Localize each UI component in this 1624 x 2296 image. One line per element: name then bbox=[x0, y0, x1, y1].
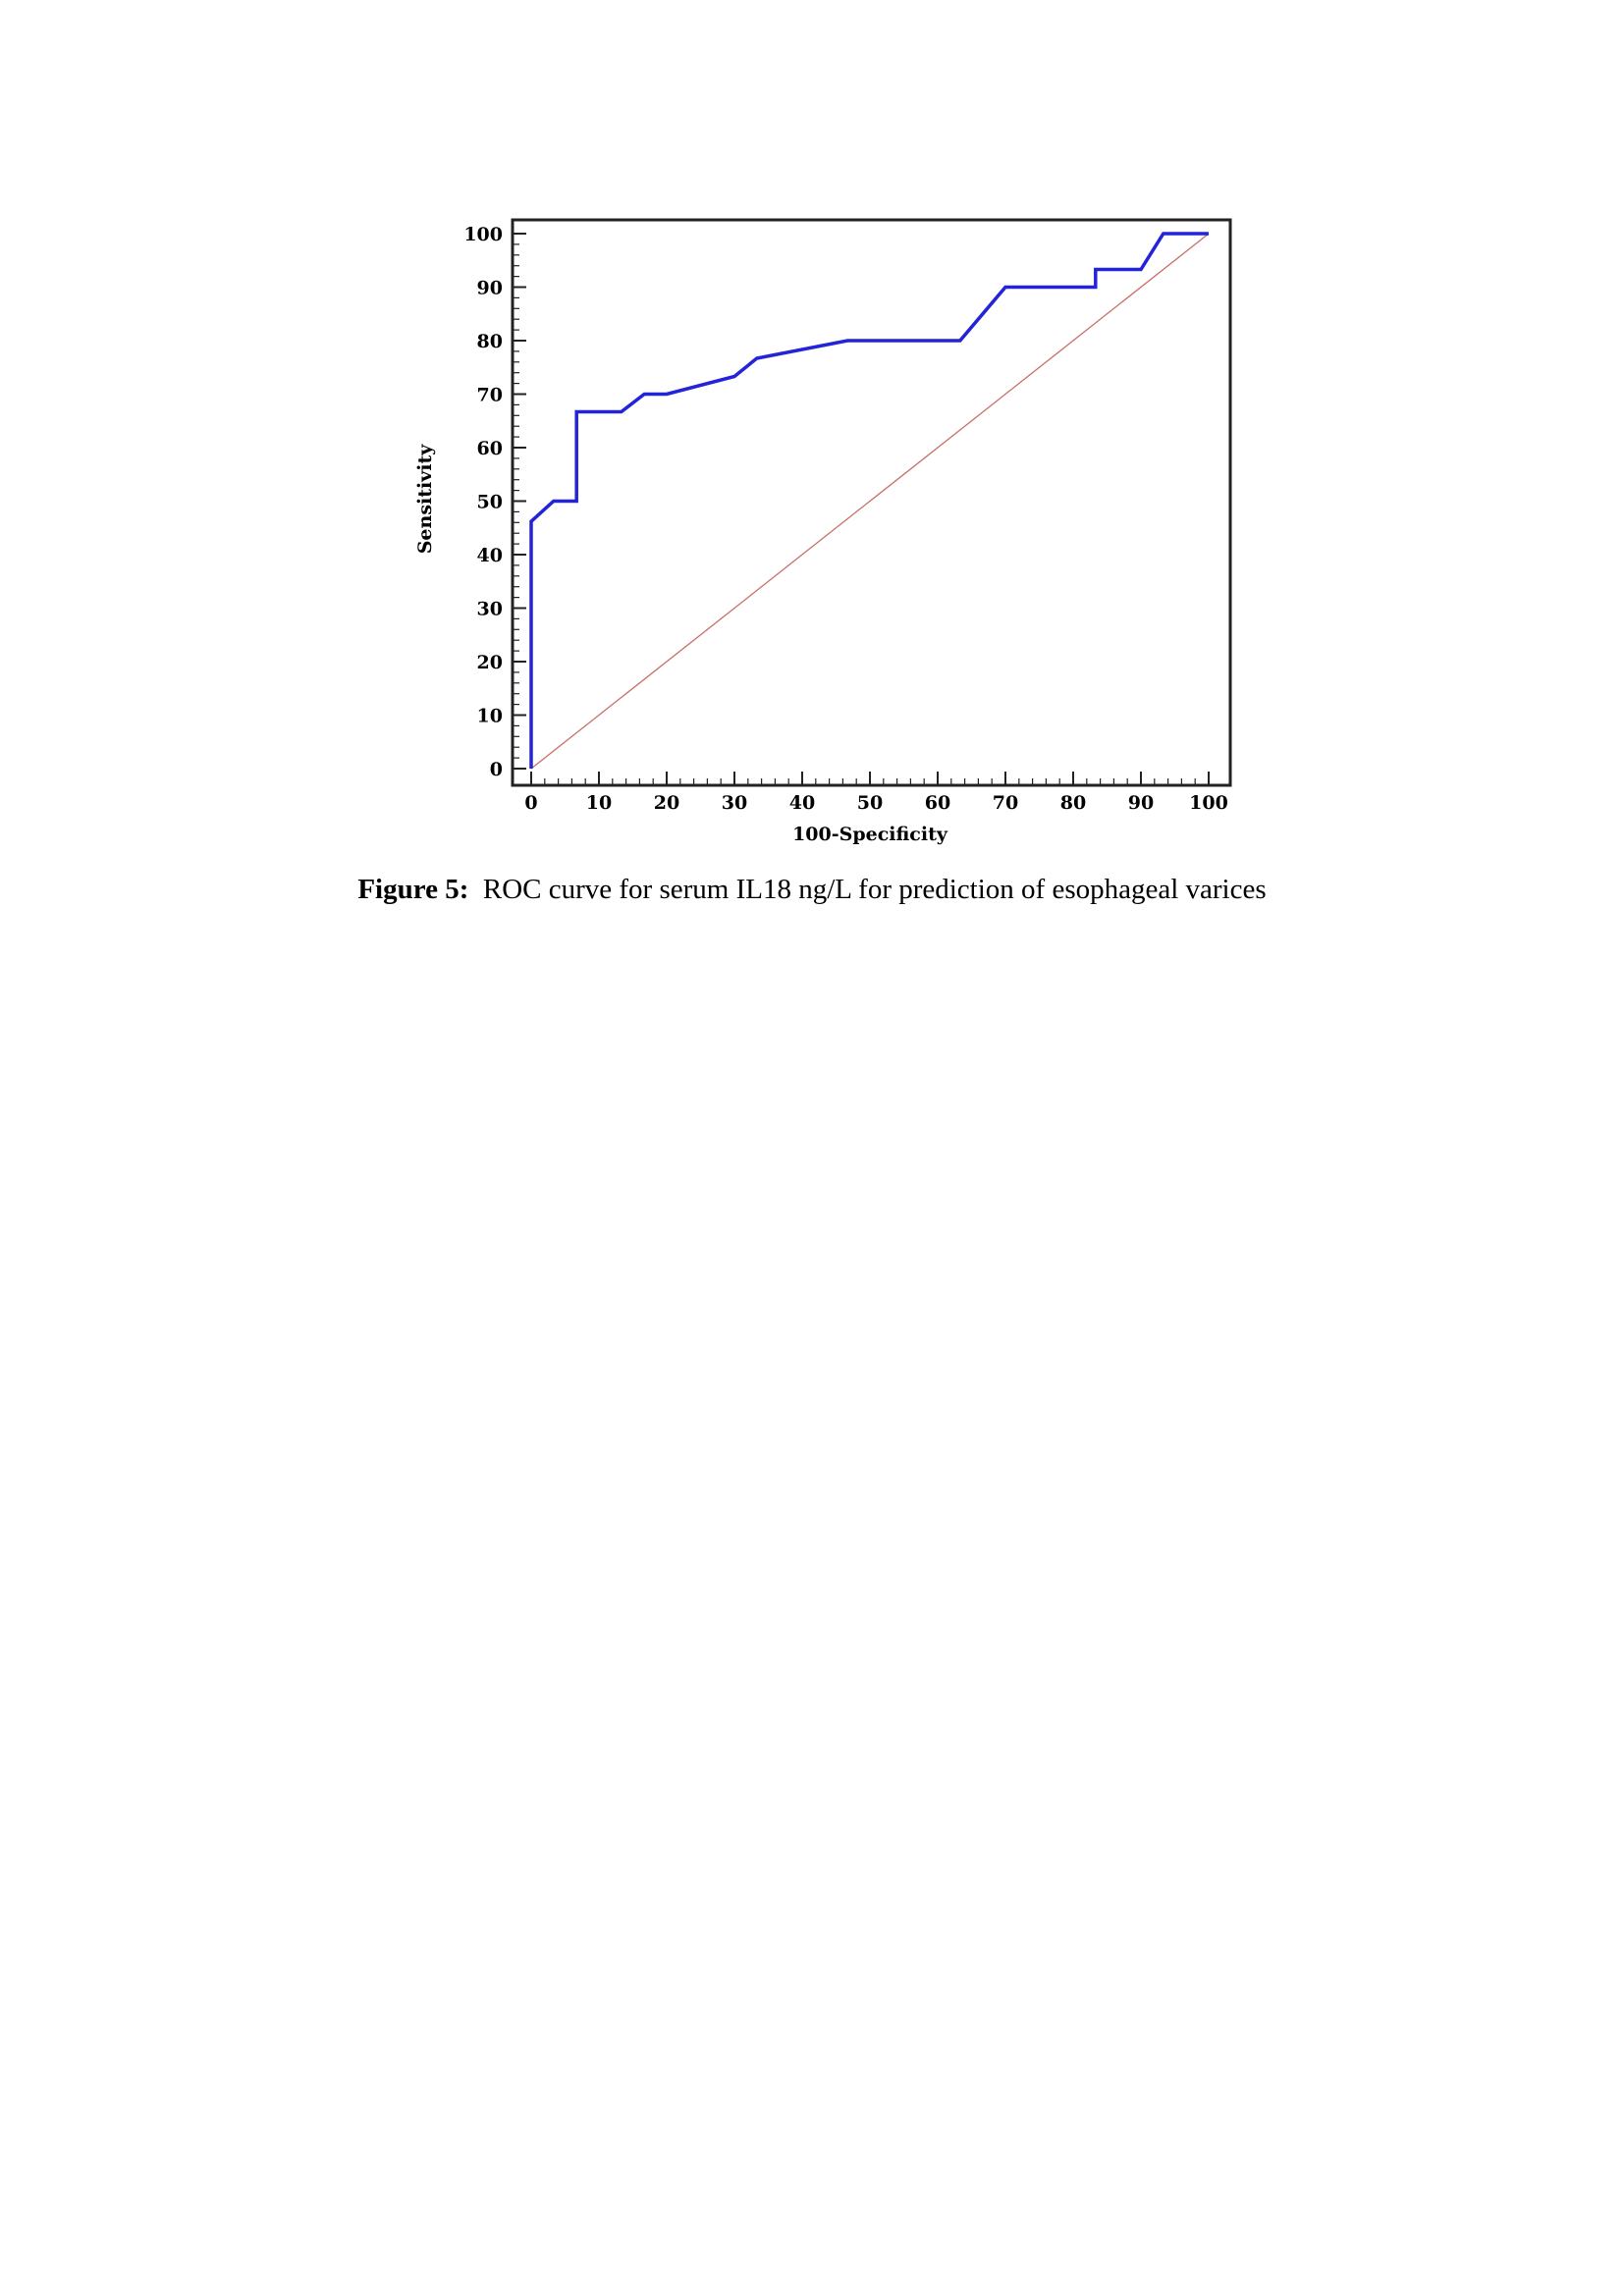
y-tick-label: 30 bbox=[476, 598, 503, 620]
x-tick-label: 90 bbox=[1127, 792, 1155, 814]
y-tick-label: 50 bbox=[476, 491, 503, 513]
x-tick-label: 60 bbox=[924, 792, 951, 814]
y-tick-label: 80 bbox=[476, 331, 503, 352]
x-tick-label: 30 bbox=[721, 792, 748, 814]
y-tick-label: 100 bbox=[463, 224, 503, 245]
x-tick-label: 50 bbox=[856, 792, 884, 814]
caption-text: ROC curve for serum IL18 ng/L for prediction of esophageal varices bbox=[482, 874, 1267, 905]
y-tick-label: 60 bbox=[476, 438, 503, 459]
x-tick-label: 80 bbox=[1059, 792, 1087, 814]
y-tick-label: 90 bbox=[476, 277, 503, 299]
roc-chart-svg bbox=[393, 196, 1247, 864]
y-tick-label: 70 bbox=[476, 384, 503, 406]
y-axis-title: Sensitivity bbox=[414, 444, 436, 555]
x-axis-title: 100-Specificity bbox=[792, 824, 947, 845]
reference-line-layer bbox=[531, 234, 1209, 769]
reference-diagonal-line bbox=[531, 234, 1209, 769]
x-tick-label: 20 bbox=[653, 792, 680, 814]
caption-label: Figure 5: bbox=[357, 874, 469, 905]
figure-caption bbox=[0, 874, 1624, 906]
y-tick-label: 20 bbox=[476, 652, 503, 673]
x-tick-label: 40 bbox=[788, 792, 816, 814]
x-tick-label: 0 bbox=[524, 792, 538, 814]
tick-labels-layer bbox=[463, 224, 1228, 814]
y-tick-label: 0 bbox=[489, 759, 503, 780]
x-tick-label: 70 bbox=[992, 792, 1019, 814]
y-tick-label: 10 bbox=[476, 705, 503, 727]
x-tick-label: 10 bbox=[585, 792, 613, 814]
axes-layer bbox=[513, 220, 1230, 785]
y-tick-label: 40 bbox=[476, 545, 503, 566]
x-tick-label: 100 bbox=[1189, 792, 1228, 814]
roc-chart bbox=[393, 196, 1247, 864]
plot-frame bbox=[513, 220, 1230, 785]
